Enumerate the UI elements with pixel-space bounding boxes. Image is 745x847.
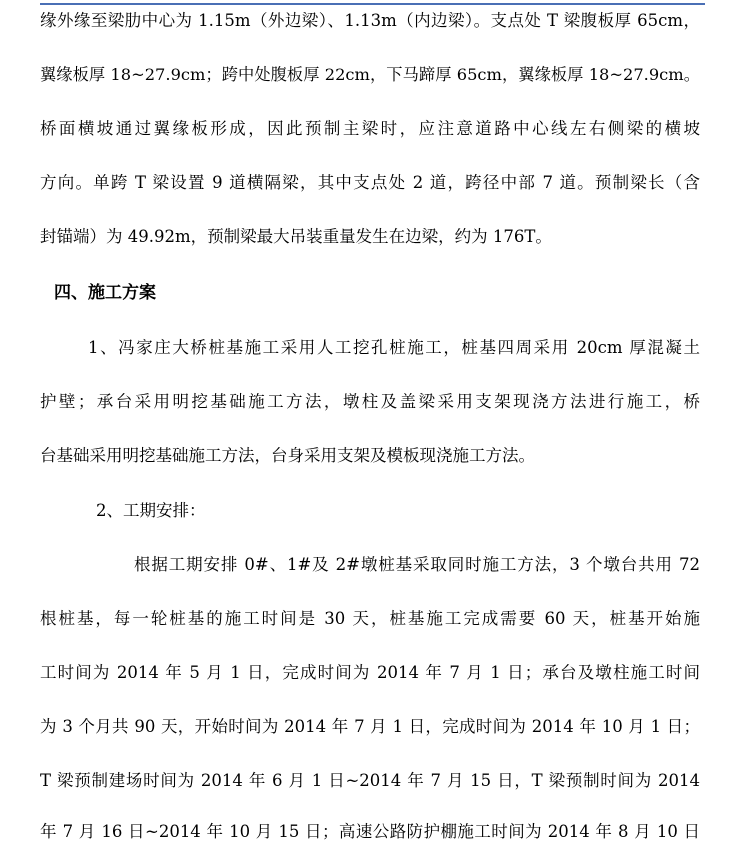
paragraph-1-line-2: 翼缘板厚 18~27.9cm；跨中处腹板厚 22cm，下马蹄厚 65cm，翼缘板厚 18~27.9cm。 <box>40 65 700 84</box>
paragraph-1-line-1: 缘外缘至梁肋中心为 1.15m（外边梁）、1.13m（内边梁）。支点处 T 梁腹板厚 65cm， <box>40 11 700 30</box>
paragraph-3-line-2: 根桩基，每一轮桩基的施工时间是 30 天，桩基施工完成需要 60 天，桩基开始施 <box>40 609 700 628</box>
paragraph-3-line-1: 根据工期安排 0#、1#及 2#墩桩基采取同时施工方法，3 个墩台共用 72 <box>134 555 700 574</box>
paragraph-2-line-1: 1、冯家庄大桥桩基施工采用人工挖孔桩施工，桩基四周采用 20cm 厚混凝土 <box>88 338 700 357</box>
paragraph-1-line-4: 方向。单跨 T 梁设置 9 道横隔梁，其中支点处 2 道，跨径中部 7 道。预制梁长（含 <box>40 173 700 192</box>
paragraph-1-line-5: 封锚端）为 49.92m，预制梁最大吊装重量发生在边梁，约为 176T。 <box>40 227 552 246</box>
subheading-schedule: 2、工期安排： <box>96 501 206 520</box>
paragraph-3-line-3: 工时间为 2014 年 5 月 1 日，完成时间为 2014 年 7 月 1 日；承台及墩柱施工时间 <box>40 663 700 682</box>
paragraph-2-line-3: 台基础采用明挖基础施工方法，台身采用支架及模板现浇施工方法。 <box>40 446 535 465</box>
paragraph-3-line-4: 为 3 个月共 90 天，开始时间为 2014 年 7 月 1 日，完成时间为 2014 年 10 月 1 日； <box>40 717 700 736</box>
section-heading: 四、施工方案 <box>54 283 156 303</box>
header-rule <box>40 3 705 5</box>
paragraph-2-line-2: 护壁；承台采用明挖基础施工方法，墩柱及盖梁采用支架现浇方法进行施工，桥 <box>40 392 700 411</box>
paragraph-3-line-5: T 梁预制建场时间为 2014 年 6 月 1 日~2014 年 7 月 15 日，T 梁预制时间为 2014 <box>40 771 700 790</box>
paragraph-3-line-6: 年 7 月 16 日~2014 年 10 月 15 日；高速公路防护棚施工时间为 2014 年 8 月 10 日 <box>40 822 700 841</box>
paragraph-1-line-3: 桥面横坡通过翼缘板形成，因此预制主梁时，应注意道路中心线左右侧梁的横坡 <box>40 119 700 138</box>
